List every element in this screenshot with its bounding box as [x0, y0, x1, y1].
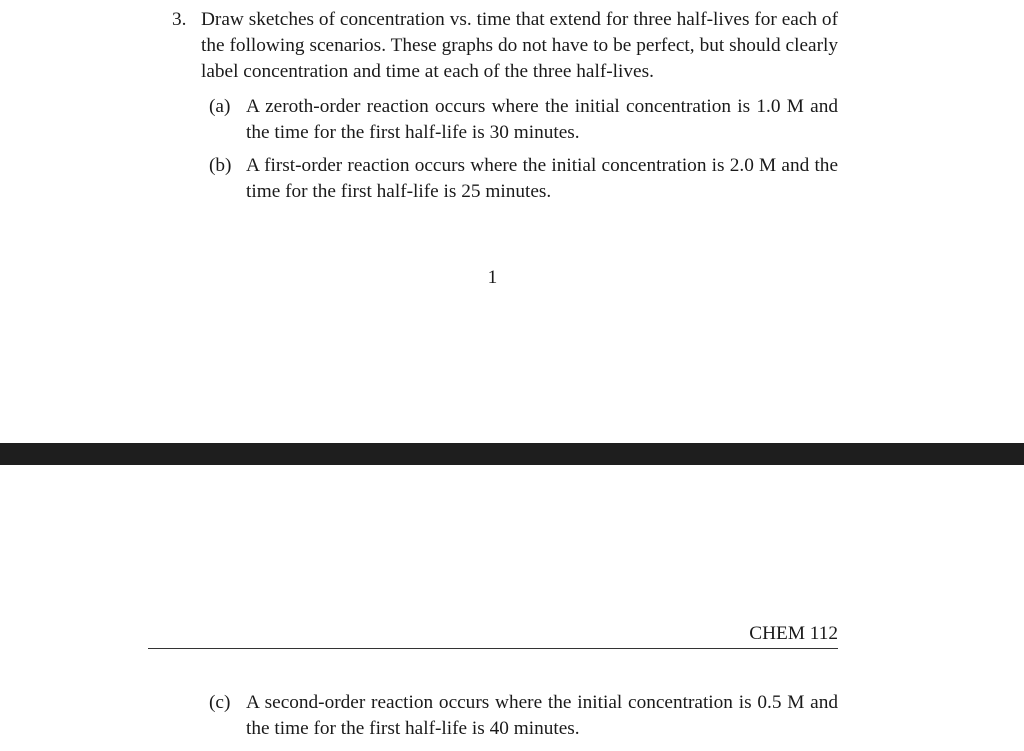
page-number: 1 [487, 267, 498, 288]
part-text: A first-order reaction occurs where the initial concentration is 2.0 M and the time for the first half-life is 25 minutes. [246, 155, 838, 202]
problem-statement: Draw sketches of concentration vs. time that extend for three half-lives for each of the following scenarios. These graphs do not have to be perfect, but should clearly label concentration and time at each of the three half-lives. [201, 9, 838, 82]
part-label: (a) [209, 96, 231, 117]
problem-3 [172, 7, 838, 212]
running-header: CHEM 112 [749, 623, 838, 644]
problem-parts [172, 94, 838, 205]
part-b [172, 153, 838, 205]
problem-number: 3. [172, 9, 187, 30]
page-separator [0, 443, 1024, 465]
part-text: A second-order reaction occurs where the initial concentration is 0.5 M and the time for the first half-life is 40 minutes. [246, 692, 838, 739]
part-label: (c) [209, 692, 231, 713]
page-2 [0, 465, 1024, 751]
part-label: (b) [209, 155, 232, 176]
part-c [172, 690, 838, 742]
part-text: A zeroth-order reaction occurs where the initial concentration is 1.0 M and the time for the first half-life is 30 minutes. [246, 96, 838, 143]
header-rule [148, 648, 838, 649]
problem-parts-continued [172, 690, 838, 749]
part-a [172, 94, 838, 146]
